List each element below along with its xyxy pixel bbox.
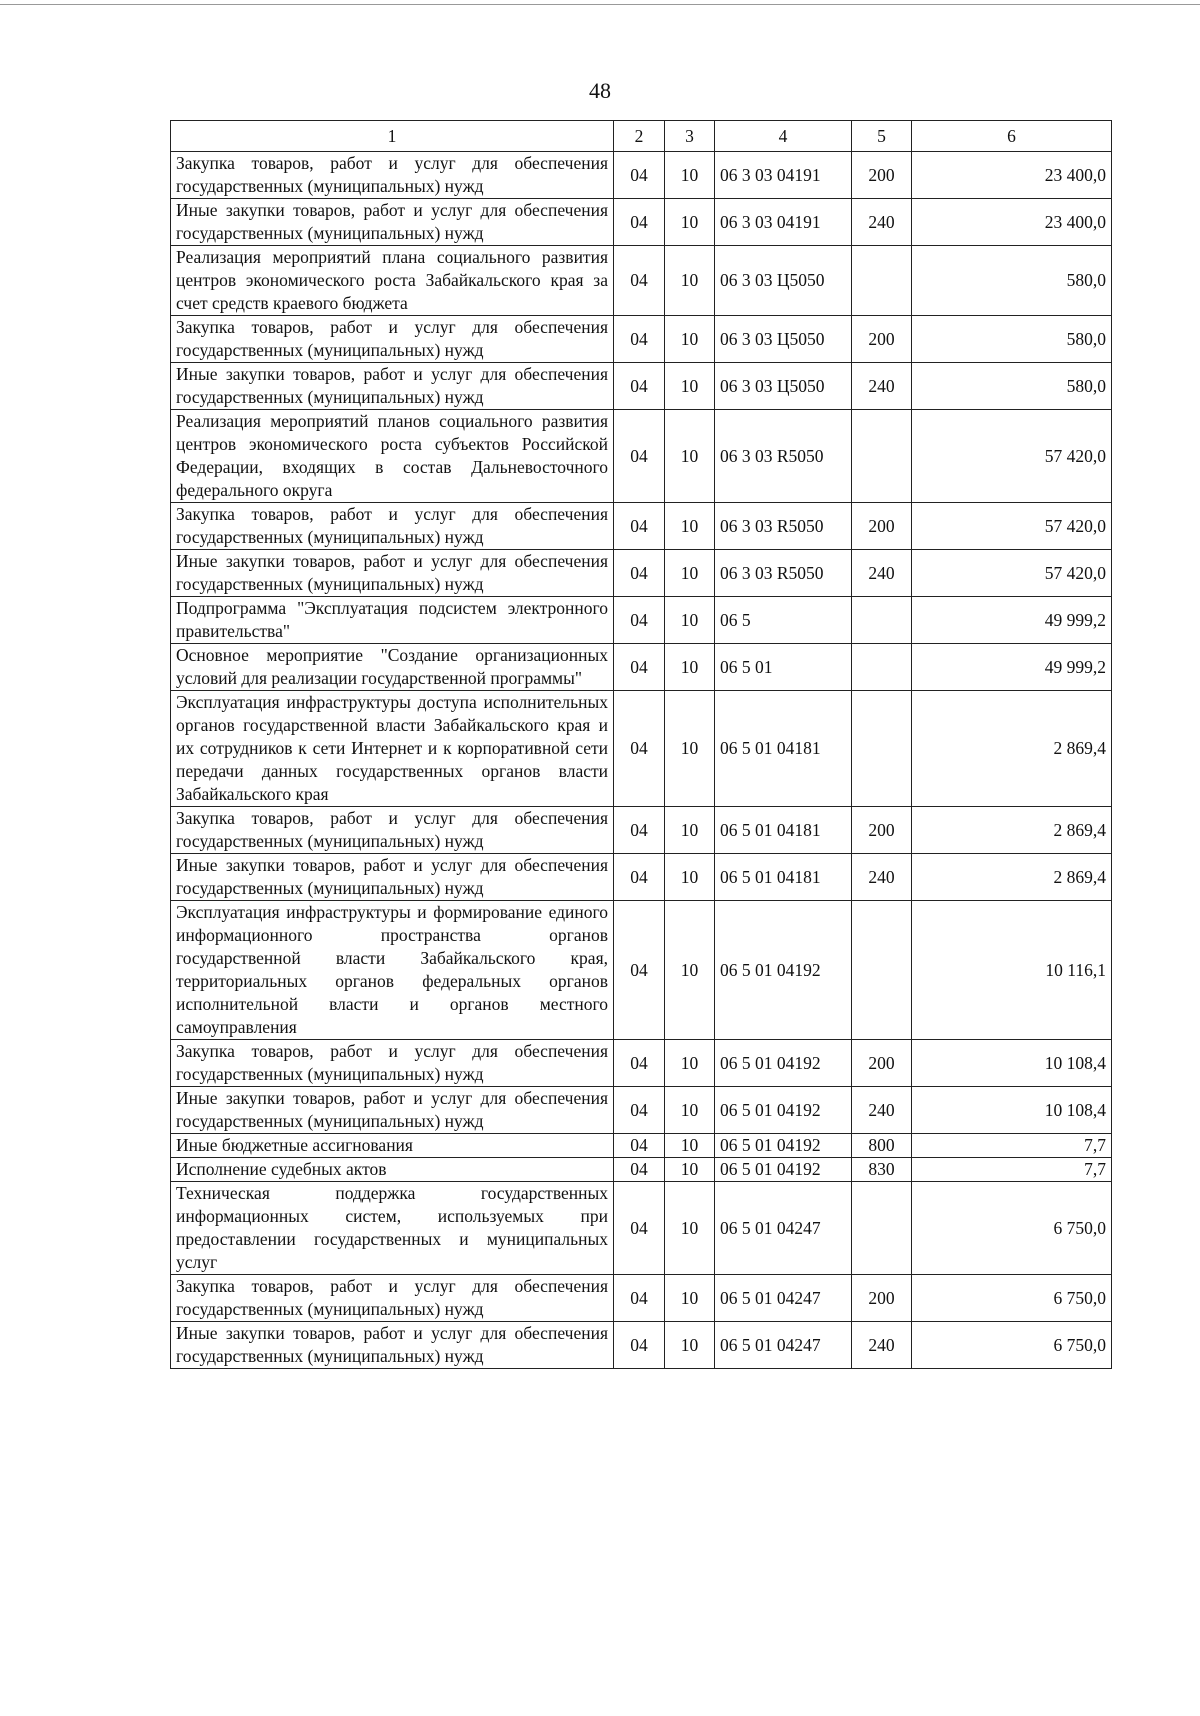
- row-section: 04: [614, 644, 665, 691]
- row-section: 04: [614, 410, 665, 503]
- row-subsection: 10: [665, 1158, 715, 1182]
- row-expense-type: [852, 901, 912, 1040]
- row-target-code: 06 5 01 04192: [715, 901, 852, 1040]
- table-row: [171, 503, 1112, 550]
- row-name: Иные бюджетные ассигнования: [171, 1134, 614, 1158]
- table-row: [171, 1134, 1112, 1158]
- row-section: 04: [614, 1134, 665, 1158]
- row-target-code: 06 5 01 04247: [715, 1275, 852, 1322]
- row-expense-type: 800: [852, 1134, 912, 1158]
- row-section: 04: [614, 550, 665, 597]
- row-name: Иные закупки товаров, работ и услуг для обеспечения государственных (муниципальных) нужд: [171, 363, 614, 410]
- row-subsection: 10: [665, 246, 715, 316]
- table-row: [171, 246, 1112, 316]
- row-subsection: 10: [665, 901, 715, 1040]
- row-expense-type: 830: [852, 1158, 912, 1182]
- row-amount: 2 869,4: [912, 854, 1112, 901]
- row-expense-type: 240: [852, 550, 912, 597]
- row-subsection: 10: [665, 152, 715, 199]
- row-section: 04: [614, 1087, 665, 1134]
- row-amount: 57 420,0: [912, 503, 1112, 550]
- row-expense-type: [852, 691, 912, 807]
- column-header: 3: [665, 121, 715, 152]
- row-name: Реализация мероприятий планов социального развития центров экономического роста субъектов Российской Федерации, входящих в состав Дальневосточного федерального округа: [171, 410, 614, 503]
- row-subsection: 10: [665, 550, 715, 597]
- row-expense-type: [852, 246, 912, 316]
- table-row: [171, 644, 1112, 691]
- row-subsection: 10: [665, 1322, 715, 1369]
- row-subsection: 10: [665, 691, 715, 807]
- row-section: 04: [614, 1040, 665, 1087]
- row-target-code: 06 5 01 04192: [715, 1134, 852, 1158]
- row-expense-type: 240: [852, 363, 912, 410]
- row-expense-type: 200: [852, 1040, 912, 1087]
- row-section: 04: [614, 363, 665, 410]
- row-expense-type: 240: [852, 1322, 912, 1369]
- row-name: Исполнение судебных актов: [171, 1158, 614, 1182]
- row-subsection: 10: [665, 597, 715, 644]
- row-amount: 7,7: [912, 1158, 1112, 1182]
- row-section: 04: [614, 316, 665, 363]
- row-name: Иные закупки товаров, работ и услуг для обеспечения государственных (муниципальных) нужд: [171, 1087, 614, 1134]
- row-amount: 10 108,4: [912, 1040, 1112, 1087]
- row-subsection: 10: [665, 854, 715, 901]
- table-row: [171, 807, 1112, 854]
- row-section: 04: [614, 1182, 665, 1275]
- row-target-code: 06 5 01 04247: [715, 1322, 852, 1369]
- row-subsection: 10: [665, 363, 715, 410]
- row-name: Техническая поддержка государственных информационных систем, используемых при предоставлении государственных и муниципальных услуг: [171, 1182, 614, 1275]
- row-name: Эксплуатация инфраструктуры и формирование единого информационного пространства органов государственной власти Забайкальского края, территориальных органов федеральных органов исполнительной власти и органов местного самоуправления: [171, 901, 614, 1040]
- row-amount: 10 116,1: [912, 901, 1112, 1040]
- table-row: [171, 316, 1112, 363]
- table-row: [171, 1087, 1112, 1134]
- row-section: 04: [614, 152, 665, 199]
- row-subsection: 10: [665, 1275, 715, 1322]
- column-header: 6: [912, 121, 1112, 152]
- row-target-code: 06 5 01 04247: [715, 1182, 852, 1275]
- row-amount: 2 869,4: [912, 691, 1112, 807]
- row-section: 04: [614, 199, 665, 246]
- table-row: [171, 550, 1112, 597]
- row-name: Иные закупки товаров, работ и услуг для обеспечения государственных (муниципальных) нужд: [171, 199, 614, 246]
- column-header: 1: [171, 121, 614, 152]
- row-name: Иные закупки товаров, работ и услуг для обеспечения государственных (муниципальных) нужд: [171, 854, 614, 901]
- row-section: 04: [614, 901, 665, 1040]
- row-target-code: 06 3 03 R5050: [715, 503, 852, 550]
- page-number: 48: [589, 78, 611, 103]
- scan-edge-line: [0, 4, 1200, 5]
- row-expense-type: 200: [852, 807, 912, 854]
- row-expense-type: 200: [852, 503, 912, 550]
- row-amount: 23 400,0: [912, 199, 1112, 246]
- row-name: Иные закупки товаров, работ и услуг для обеспечения государственных (муниципальных) нужд: [171, 1322, 614, 1369]
- row-amount: 6 750,0: [912, 1182, 1112, 1275]
- row-amount: 580,0: [912, 246, 1112, 316]
- row-amount: 580,0: [912, 363, 1112, 410]
- row-amount: 580,0: [912, 316, 1112, 363]
- row-subsection: 10: [665, 1040, 715, 1087]
- table-row: [171, 152, 1112, 199]
- row-amount: 57 420,0: [912, 410, 1112, 503]
- row-expense-type: [852, 1182, 912, 1275]
- row-amount: 49 999,2: [912, 597, 1112, 644]
- row-section: 04: [614, 503, 665, 550]
- row-name: Основное мероприятие "Создание организационных условий для реализации государственной программы": [171, 644, 614, 691]
- row-expense-type: 240: [852, 854, 912, 901]
- row-expense-type: 200: [852, 152, 912, 199]
- table-body: [171, 152, 1112, 1369]
- row-section: 04: [614, 1322, 665, 1369]
- row-amount: 6 750,0: [912, 1322, 1112, 1369]
- row-subsection: 10: [665, 807, 715, 854]
- row-target-code: 06 3 03 Ц5050: [715, 316, 852, 363]
- row-target-code: 06 3 03 Ц5050: [715, 246, 852, 316]
- row-subsection: 10: [665, 1134, 715, 1158]
- row-name: Закупка товаров, работ и услуг для обеспечения государственных (муниципальных) нужд: [171, 152, 614, 199]
- row-name: Закупка товаров, работ и услуг для обеспечения государственных (муниципальных) нужд: [171, 503, 614, 550]
- row-target-code: 06 5 01: [715, 644, 852, 691]
- row-expense-type: [852, 597, 912, 644]
- table-row: [171, 199, 1112, 246]
- row-subsection: 10: [665, 316, 715, 363]
- row-target-code: 06 5 01 04181: [715, 854, 852, 901]
- row-amount: 57 420,0: [912, 550, 1112, 597]
- row-target-code: 06 3 03 R5050: [715, 410, 852, 503]
- row-amount: 2 869,4: [912, 807, 1112, 854]
- table-row: [171, 363, 1112, 410]
- row-subsection: 10: [665, 199, 715, 246]
- row-subsection: 10: [665, 410, 715, 503]
- table-row: [171, 1182, 1112, 1275]
- row-subsection: 10: [665, 644, 715, 691]
- row-subsection: 10: [665, 1087, 715, 1134]
- row-subsection: 10: [665, 1182, 715, 1275]
- row-expense-type: [852, 644, 912, 691]
- table-row: [171, 854, 1112, 901]
- row-name: Закупка товаров, работ и услуг для обеспечения государственных (муниципальных) нужд: [171, 316, 614, 363]
- row-section: 04: [614, 597, 665, 644]
- row-expense-type: 240: [852, 199, 912, 246]
- row-target-code: 06 3 03 R5050: [715, 550, 852, 597]
- row-target-code: 06 5 01 04181: [715, 807, 852, 854]
- row-expense-type: [852, 410, 912, 503]
- row-name: Иные закупки товаров, работ и услуг для обеспечения государственных (муниципальных) нужд: [171, 550, 614, 597]
- row-subsection: 10: [665, 503, 715, 550]
- row-target-code: 06 3 03 04191: [715, 199, 852, 246]
- row-amount: 6 750,0: [912, 1275, 1112, 1322]
- column-header: 2: [614, 121, 665, 152]
- row-name: Реализация мероприятий плана социального развития центров экономического роста Забайкальского края за счет средств краевого бюджета: [171, 246, 614, 316]
- row-section: 04: [614, 807, 665, 854]
- table-row: [171, 597, 1112, 644]
- table-row: [171, 1322, 1112, 1369]
- row-section: 04: [614, 854, 665, 901]
- row-section: 04: [614, 1158, 665, 1182]
- row-amount: 7,7: [912, 1134, 1112, 1158]
- table-row: [171, 691, 1112, 807]
- row-target-code: 06 3 03 04191: [715, 152, 852, 199]
- row-amount: 23 400,0: [912, 152, 1112, 199]
- table-row: [171, 901, 1112, 1040]
- row-name: Закупка товаров, работ и услуг для обеспечения государственных (муниципальных) нужд: [171, 1040, 614, 1087]
- row-target-code: 06 5 01 04181: [715, 691, 852, 807]
- row-expense-type: 200: [852, 1275, 912, 1322]
- table-row: [171, 1158, 1112, 1182]
- row-target-code: 06 5: [715, 597, 852, 644]
- row-expense-type: 200: [852, 316, 912, 363]
- row-target-code: 06 5 01 04192: [715, 1087, 852, 1134]
- row-amount: 10 108,4: [912, 1087, 1112, 1134]
- column-header: 5: [852, 121, 912, 152]
- row-target-code: 06 3 03 Ц5050: [715, 363, 852, 410]
- row-section: 04: [614, 246, 665, 316]
- table-row: [171, 410, 1112, 503]
- row-name: Подпрограмма "Эксплуатация подсистем электронного правительства": [171, 597, 614, 644]
- budget-table: [170, 120, 1112, 1369]
- row-section: 04: [614, 1275, 665, 1322]
- row-name: Эксплуатация инфраструктуры доступа исполнительных органов государственной власти Забайкальского края и их сотрудников к сети Интернет и к корпоративной сети передачи данных государственных органов власти Забайкальского края: [171, 691, 614, 807]
- column-header: 4: [715, 121, 852, 152]
- table-row: [171, 1040, 1112, 1087]
- row-section: 04: [614, 691, 665, 807]
- row-expense-type: 240: [852, 1087, 912, 1134]
- table-row: [171, 1275, 1112, 1322]
- row-amount: 49 999,2: [912, 644, 1112, 691]
- row-name: Закупка товаров, работ и услуг для обеспечения государственных (муниципальных) нужд: [171, 807, 614, 854]
- row-target-code: 06 5 01 04192: [715, 1158, 852, 1182]
- header-row: [171, 121, 1112, 152]
- row-name: Закупка товаров, работ и услуг для обеспечения государственных (муниципальных) нужд: [171, 1275, 614, 1322]
- row-target-code: 06 5 01 04192: [715, 1040, 852, 1087]
